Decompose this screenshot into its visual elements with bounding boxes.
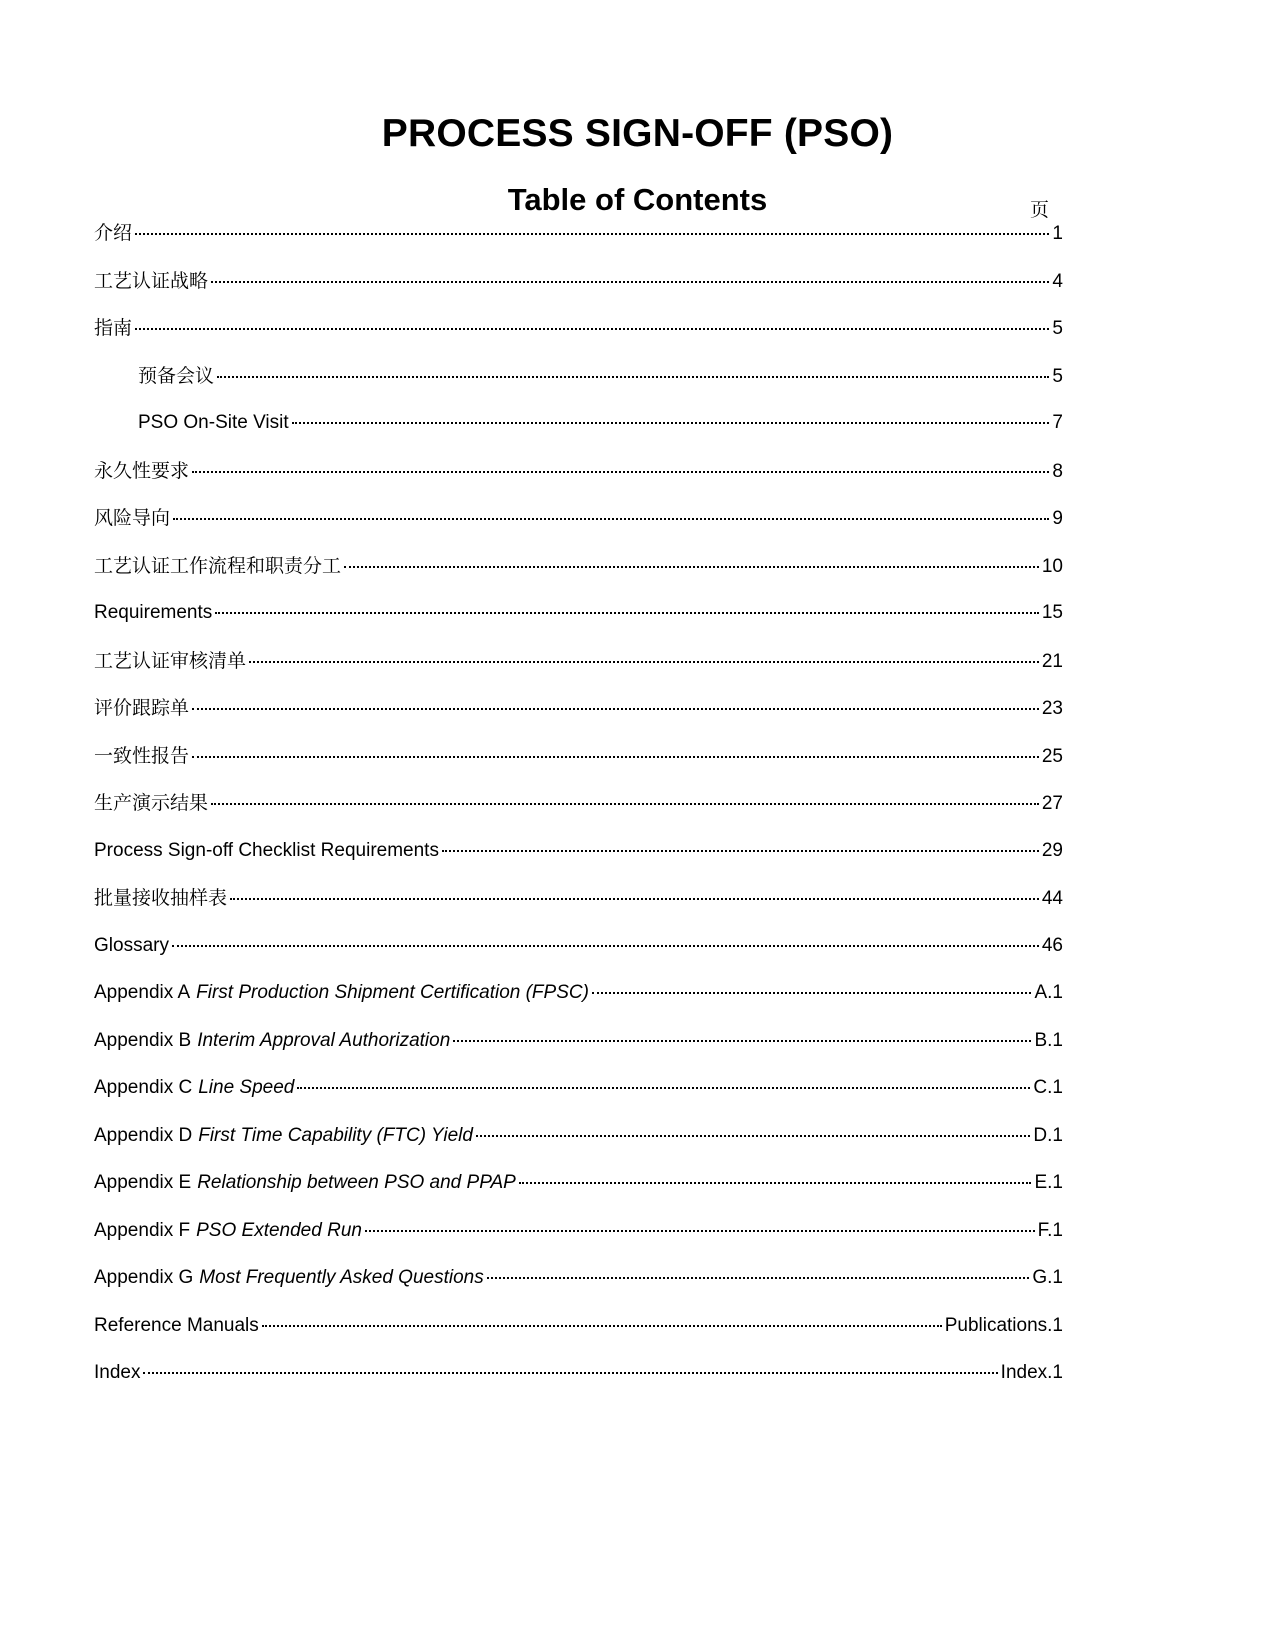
toc-entry-page-number: 8 [1052,460,1063,482]
toc-entry-label: Appendix D [94,1124,193,1146]
toc-entry-label: 工艺认证战略 [94,269,209,292]
toc-entry-page-number: D.1 [1033,1124,1063,1146]
toc-entry[interactable] [94,838,1063,864]
toc-entry[interactable] [94,1218,1063,1244]
toc-dot-leader [344,566,1039,568]
toc-entry-subtitle: Line Speed [198,1077,295,1098]
toc-entry-label: 生产演示结果 [94,792,209,814]
toc-dot-leader [135,233,1049,235]
toc-entry-label: 介绍 [94,222,133,244]
toc-entry-subtitle: Most Frequently Asked Questions [199,1267,484,1288]
toc-entry[interactable] [94,885,1063,911]
toc-entry-subtitle: Interim Approval Authorization [197,1029,451,1051]
toc-entry-label: 永久性要求 [94,459,190,482]
toc-entry-subtitle: Relationship between PSO and PPAP [197,1172,516,1193]
toc-entry[interactable] [94,648,1063,674]
toc-entry-page-number: G.1 [1032,1267,1063,1288]
toc-entry-label: Appendix G [94,1267,194,1288]
toc-entry-page-number: 25 [1041,745,1063,767]
toc-entry-subtitle: PSO Extended Run [196,1219,362,1241]
toc-entry-subtitle: First Time Capability (FTC) Yield [198,1124,473,1146]
toc-entry-page-number: 23 [1041,698,1063,719]
toc-entry[interactable] [138,410,1063,436]
toc-entry-page-number: C.1 [1033,1077,1063,1098]
toc-dot-leader [192,471,1049,473]
toc-entry-page-number: E.1 [1034,1172,1063,1193]
toc-entry-page-number: 4 [1052,270,1063,292]
toc-entry-label: Appendix A [94,982,191,1003]
toc-dot-leader [262,1325,942,1327]
toc-entry[interactable] [94,743,1063,769]
toc-dot-leader [211,803,1039,805]
toc-entry-label: Appendix B [94,1029,192,1051]
toc-entry[interactable] [94,458,1063,484]
toc-entry-page-number: A.1 [1034,982,1063,1003]
toc-entry-label: Appendix C [94,1077,193,1098]
toc-dot-leader [476,1135,1031,1137]
toc-entry[interactable] [94,1123,1063,1149]
toc-dot-leader [192,756,1039,758]
toc-entry[interactable] [94,933,1063,959]
toc-dot-leader [453,1040,1031,1042]
toc-entry-page-number: Index.1 [1000,1362,1063,1383]
toc-dot-leader [217,376,1049,378]
toc-entry-label: 一致性报告 [94,744,190,767]
toc-entry-page-number: 44 [1041,888,1063,909]
toc-entry-page-number: 9 [1052,508,1063,529]
toc-entry-label: 工艺认证审核清单 [94,649,247,672]
toc-dot-leader [592,992,1032,994]
toc-dot-leader [365,1230,1035,1232]
toc-entry-label: 工艺认证工作流程和职责分工 [94,554,342,577]
toc-entry-label: PSO On-Site Visit [138,412,289,433]
toc-entry-label: 风险导向 [94,507,171,529]
toc-entry-label: 批量接收抽样表 [94,887,228,909]
toc-entry-subtitle: First Production Shipment Certification (FPSC) [196,982,589,1003]
toc-entry-label: 评价跟踪单 [94,697,190,719]
toc-entry[interactable] [94,220,1063,246]
toc-entry-page-number: 10 [1041,555,1063,577]
toc-entry-label: 预备会议 [138,364,215,387]
toc-entry[interactable] [94,980,1063,1006]
toc-dot-leader [292,422,1050,424]
toc-entry-label: Glossary [94,934,169,956]
toc-entry-label: Appendix E [94,1172,192,1193]
toc-entry[interactable] [94,1075,1063,1101]
toc-entry[interactable] [94,1313,1063,1339]
toc-dot-leader [173,518,1049,520]
toc-entry[interactable] [94,553,1063,579]
toc-entry-label: Appendix F [94,1219,191,1241]
toc-entry-page-number: 46 [1041,934,1063,956]
toc-entry[interactable] [94,600,1063,626]
toc-dot-leader [172,945,1039,947]
toc-dot-leader [192,708,1039,710]
toc-entry[interactable] [94,315,1063,341]
toc-dot-leader [215,612,1039,614]
toc-entry-page-number: 29 [1041,839,1063,861]
toc-heading: Table of Contents [507,181,768,217]
toc-entry-page-number: 5 [1052,318,1063,339]
toc-dot-leader [211,281,1049,283]
page-column-label: 页 [1030,199,1050,221]
toc-dot-leader [135,328,1049,330]
toc-entry[interactable] [94,268,1063,294]
toc-entry-label: Reference Manuals [94,1314,259,1336]
toc-entry-page-number: 27 [1041,793,1063,814]
toc-entry-label: Index [94,1362,141,1383]
toc-dot-leader [143,1372,997,1374]
toc-entry[interactable] [138,363,1063,389]
toc-dot-leader [249,661,1039,663]
toc-dot-leader [442,850,1039,852]
toc-dot-leader [297,1087,1030,1089]
toc-dot-leader [230,898,1039,900]
toc-entry-page-number: 5 [1052,365,1063,387]
toc-entry-page-number: Publications.1 [944,1314,1063,1336]
toc-entry[interactable] [94,505,1063,531]
toc-dot-leader [487,1277,1030,1279]
toc-entry[interactable] [94,1028,1063,1054]
toc-entry-page-number: 7 [1052,412,1063,433]
toc-entry-page-number: 15 [1041,602,1063,623]
toc-entry[interactable] [94,1170,1063,1196]
toc-entry-label: 指南 [94,317,133,339]
toc-entry[interactable] [94,1360,1063,1386]
toc-entry-label: Process Sign-off Checklist Requirements [94,839,439,861]
toc-dot-leader [519,1182,1032,1184]
toc-entry[interactable] [94,695,1063,721]
toc-entry[interactable] [94,1265,1063,1291]
toc-entry-page-number: 1 [1052,223,1063,244]
toc-entry-label: Requirements [94,602,213,623]
toc-entry-page-number: 21 [1041,650,1063,672]
document-title: PROCESS SIGN-OFF (PSO) [381,112,894,156]
toc-entry-page-number: B.1 [1034,1029,1063,1051]
toc-entry-page-number: F.1 [1037,1219,1063,1241]
toc-entry[interactable] [94,790,1063,816]
